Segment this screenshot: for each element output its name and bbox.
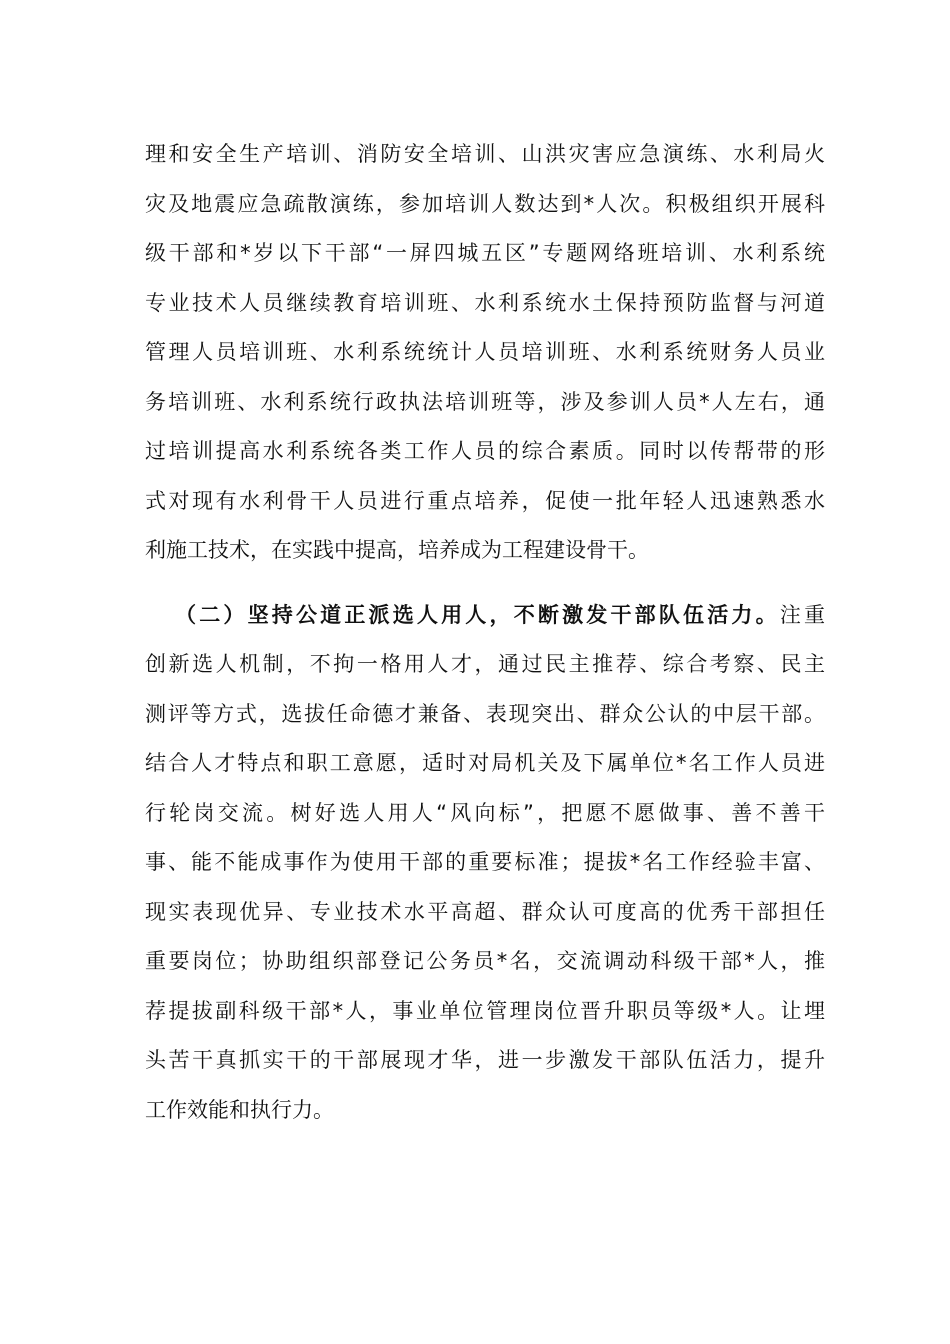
text-line: 头苦干真抓实干的干部展现才华，进一步激发干部队伍活力，提升 <box>145 1048 825 1072</box>
text-line: 工作效能和执行力。 <box>145 1097 334 1122</box>
text-line: 灾及地震应急疏散演练，参加培训人数达到*人次。积极组织开展科 <box>145 191 825 216</box>
section-heading: （二）坚持公道正派选人用人，不断激发干部队伍活力。 <box>175 602 780 627</box>
text-line: 重要岗位；协助组织部登记公务员*名，交流调动科级干部*人，推 <box>145 949 825 973</box>
text-line: 测评等方式，选拔任命德才兼备、表现突出、群众公认的中层干部。 <box>145 701 825 726</box>
text-line: 理和安全生产培训、消防安全培训、山洪灾害应急演练、水利局火 <box>145 142 825 166</box>
paragraph-first-line <box>145 591 825 641</box>
text-line: 过培训提高水利系统各类工作人员的综合素质。同时以传帮带的形 <box>145 439 825 463</box>
text-line: 利施工技术，在实践中提高，培养成为工程建设骨干。 <box>145 538 649 562</box>
text-line: 级干部和*岁以下干部“一屏四城五区”专题网络班培训、水利系统 <box>145 241 825 265</box>
paragraph-cadre-selection <box>145 591 825 1136</box>
heading-continuation: 注重 <box>779 602 826 627</box>
text-line: 行轮岗交流。树好选人用人“风向标”，把愿不愿做事、善不善干 <box>145 800 825 825</box>
text-line: 创新选人机制，不拘一格用人才，通过民主推荐、综合考察、民主 <box>145 652 825 676</box>
text-line: 现实表现优异、专业技术水平高超、群众认可度高的优秀干部担任 <box>145 899 825 924</box>
document-page <box>145 130 825 1135</box>
text-line: 管理人员培训班、水利系统统计人员培训班、水利系统财务人员业 <box>145 340 825 364</box>
text-line: 务培训班、水利系统行政执法培训班等，涉及参训人员*人左右，通 <box>145 389 825 414</box>
text-line: 式对现有水利骨干人员进行重点培养，促使一批年轻人迅速熟悉水 <box>145 488 825 513</box>
text-line: 荐提拔副科级干部*人，事业单位管理岗位晋升职员等级*人。让埋 <box>145 998 825 1023</box>
text-line: 结合人才特点和职工意愿，适时对局机关及下属单位*名工作人员进 <box>145 751 825 775</box>
text-line: 事、能不能成事作为使用干部的重要标准；提拔*名工作经验丰富、 <box>145 850 825 874</box>
text-line: 专业技术人员继续教育培训班、水利系统水土保持预防监督与河道 <box>145 290 825 315</box>
paragraph-training <box>145 130 825 576</box>
